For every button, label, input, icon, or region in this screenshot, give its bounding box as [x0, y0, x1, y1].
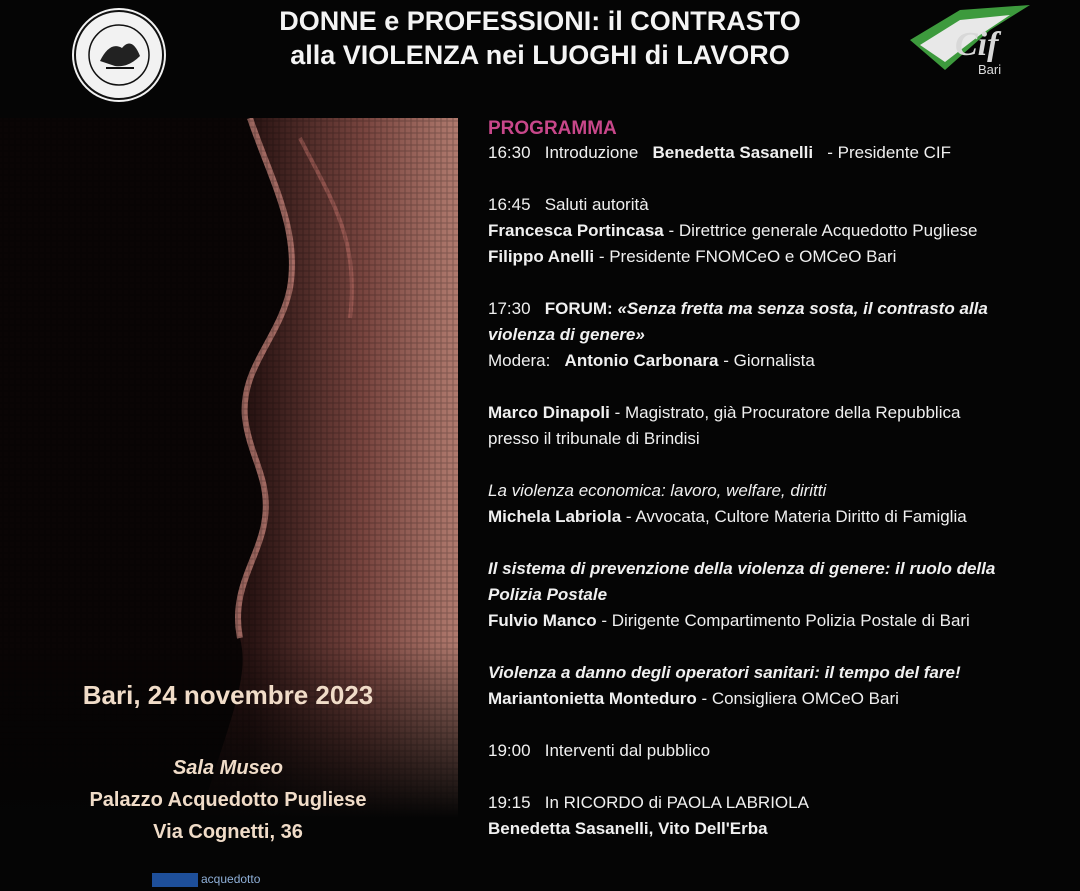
venue-room: Sala Museo	[172, 757, 284, 779]
forum-moderator	[488, 348, 1058, 374]
saluti-label: Saluti autorità	[544, 195, 649, 214]
portincasa-name: Francesca Portincasa	[488, 221, 664, 240]
manco-topic-2: Polizia Postale	[488, 585, 608, 604]
speaker-manco	[488, 608, 1058, 634]
labriola-role: - Avvocata, Cultore Materia Diritto di Famiglia	[621, 507, 967, 526]
dinapoli-role-line-2	[488, 426, 1058, 452]
modera-name: Antonio Carbonara	[564, 351, 719, 370]
ricordo-speakers	[488, 816, 1058, 842]
speaker-labriola	[488, 504, 1058, 530]
speaker-portincasa	[488, 218, 1058, 244]
cif-logo-text: Cif	[955, 26, 999, 63]
program-item-ricordo	[488, 790, 1058, 816]
dinapoli-role-2: presso il tribunale di Brindisi	[488, 429, 700, 448]
interventi-time: 19:00	[488, 741, 531, 760]
topic-manco-2	[488, 582, 1058, 608]
modera-label: Modera:	[488, 351, 551, 370]
woman-profile-photo	[0, 118, 458, 818]
title-line-1: DONNE e PROFESSIONI: il CONTRASTO	[279, 6, 801, 36]
intro-speaker: Benedetta Sasanelli	[652, 143, 814, 162]
anelli-role: - Presidente FNOMCeO e OMCeO Bari	[594, 247, 897, 266]
monteduro-name: Mariantonietta Monteduro	[488, 689, 697, 708]
monteduro-role: - Consigliera OMCeO Bari	[696, 689, 899, 708]
topic-manco-1	[488, 556, 1058, 582]
ricordo-names: Benedetta Sasanelli, Vito Dell'Erba	[488, 819, 768, 838]
topic-monteduro	[488, 660, 1058, 686]
cif-bari-logo	[900, 0, 1040, 90]
event-date: Bari, 24 novembre 2023	[82, 680, 374, 710]
manco-role: - Dirigente Compartimento Polizia Postale di Bari	[596, 611, 970, 630]
labriola-topic: La violenza economica: lavoro, welfare, diritti	[488, 481, 827, 500]
intro-time: 16:30	[488, 143, 531, 162]
ricordo-label: In RICORDO di PAOLA LABRIOLA	[544, 793, 809, 812]
venue-building: Palazzo Acquedotto Pugliese	[89, 789, 367, 811]
ordine-medici-seal-logo	[70, 6, 168, 104]
event-title	[200, 4, 880, 72]
forum-title-1: «Senza fretta ma senza sosta, il contrasto alla	[617, 299, 988, 318]
title-line-2: alla VIOLENZA nei LUOGHI di LAVORO	[290, 40, 790, 70]
forum-time: 17:30	[488, 299, 531, 318]
manco-topic-1: Il sistema di prevenzione della violenza di genere: il ruolo della	[488, 559, 996, 578]
dinapoli-role-1: - Magistrato, già Procuratore della Repubblica	[609, 403, 961, 422]
ricordo-time: 19:15	[488, 793, 531, 812]
program-item-interventi	[488, 738, 1058, 764]
speaker-anelli	[488, 244, 1058, 270]
intro-label: Introduzione	[544, 143, 639, 162]
forum-title-2: violenza di genere»	[488, 325, 645, 344]
cif-logo-sub: Bari	[978, 62, 1002, 77]
anelli-name: Filippo Anelli	[488, 247, 595, 266]
program-item-intro	[488, 140, 1058, 166]
intro-role: - Presidente CIF	[827, 143, 952, 162]
manco-name: Fulvio Manco	[488, 611, 597, 630]
program-item-saluti	[488, 192, 1058, 218]
monteduro-topic: Violenza a danno degli operatori sanitari: il tempo del fare!	[488, 663, 961, 682]
interventi-label: Interventi dal pubblico	[544, 741, 711, 760]
dinapoli-name: Marco Dinapoli	[488, 403, 610, 422]
forum-label: FORUM:	[544, 299, 613, 318]
forum-title-line-2	[488, 322, 1058, 348]
program-heading: PROGRAMMA	[488, 118, 617, 139]
acquedotto-logo-mark	[152, 873, 198, 887]
acquedotto-logo-text: acquedotto	[201, 872, 261, 886]
event-venue	[38, 752, 418, 848]
labriola-name: Michela Labriola	[488, 507, 622, 526]
portincasa-role: - Direttrice generale Acquedotto Pugliese	[663, 221, 978, 240]
saluti-time: 16:45	[488, 195, 531, 214]
topic-labriola	[488, 478, 1058, 504]
program-item-forum	[488, 296, 1058, 322]
acquedotto-logo	[152, 872, 260, 887]
modera-role: - Giornalista	[718, 351, 815, 370]
speaker-monteduro	[488, 686, 1058, 712]
venue-address: Via Cognetti, 36	[153, 821, 303, 843]
program-section	[488, 118, 1058, 842]
speaker-dinapoli	[488, 400, 1058, 426]
